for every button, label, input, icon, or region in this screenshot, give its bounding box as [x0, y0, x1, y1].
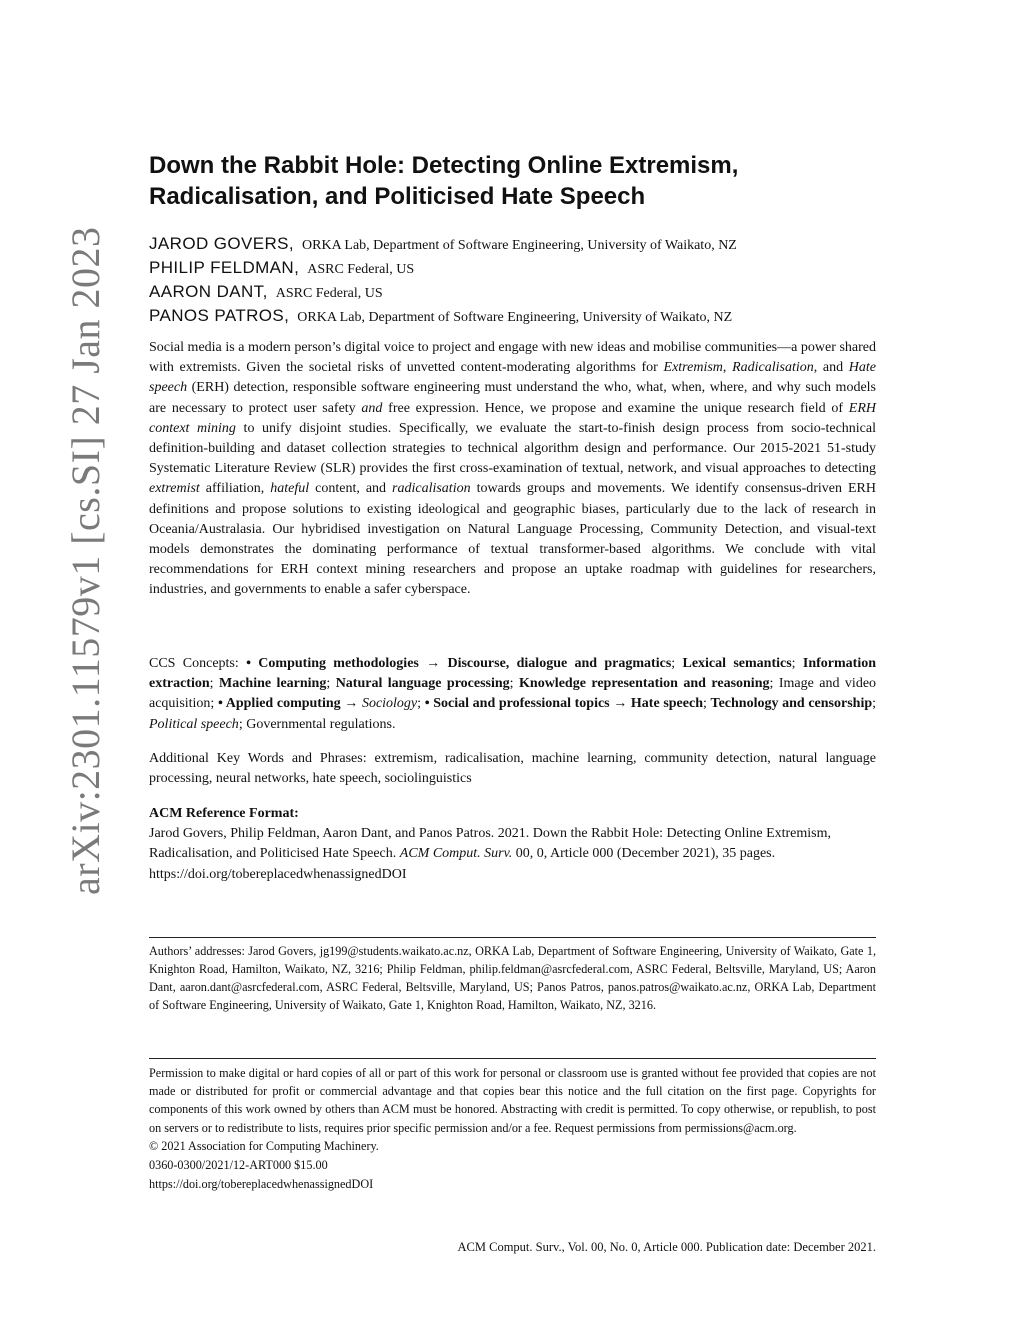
ccs-term: • Computing methodologies → Discourse, dialogue and pragmatics: [246, 656, 672, 671]
footnote-divider: [149, 937, 876, 938]
abstract-emphasis: ERH context mining: [149, 400, 876, 436]
abstract-emphasis: radicalisation: [392, 481, 471, 497]
ccs-term: • Applied computing →: [217, 696, 359, 712]
ccs-sep: ;: [417, 696, 425, 712]
permission-notice: [149, 1064, 876, 1194]
ccs-term: Knowledge representation and reasoning: [519, 676, 770, 692]
abstract-emphasis: Radicalisation: [732, 360, 814, 376]
author-entry: [149, 304, 876, 328]
abstract-text: content, and: [309, 481, 393, 497]
author-entry: [149, 232, 876, 256]
title-line-1: Down the Rabbit Hole: Detecting Online Extremism,: [149, 152, 739, 179]
abstract-emphasis: Extremism: [663, 360, 723, 376]
arxiv-identifier: arXiv:2301.11579v1 [cs.SI] 27 Jan 2023: [63, 226, 108, 895]
abstract-text: (ERH) detection, responsible software engineering must understand the who, what, when, where, and why such models are necessary to protect user safety: [149, 380, 876, 416]
keywords: Additional Key Words and Phrases: extremism, radicalisation, machine learning, community detection, natural language processing, neural networks, hate speech, sociolinguistics: [149, 751, 876, 787]
ccs-sep: ; Governmental regulations.: [238, 716, 396, 732]
acm-reference-heading: ACM Reference Format:: [149, 806, 299, 821]
acm-reference: [149, 804, 876, 885]
citation-text: Jarod Govers, Philip Feldman, Aaron Dant, and Panos Patros. 2021. Down the Rabbit Hole: Detecting Online Extremism, Radicalisation, and Politicised Hate Speech.: [149, 826, 832, 862]
page-footer: ACM Comput. Surv., Vol. 00, No. 0, Article 000. Publication date: December 2021.: [457, 1240, 876, 1254]
ccs-term: Information extraction: [149, 656, 877, 692]
abstract-text: affiliation,: [199, 481, 271, 497]
abstract-text: free expression. Hence, we propose and examine the unique research field of: [382, 400, 849, 416]
abstract-text: , and: [813, 360, 849, 376]
ccs-concepts: [149, 654, 876, 735]
permission-text: Permission to make digital or hard copies of all or part of this work for personal or classroom use is granted without fee provided that copies are not made or distributed for profit or commercial advantage and that copies bear this notice and the full citation on the first page. Copyrights for components of this work owned by others than ACM must be honored. Abstracting with credit is permitted. To copy otherwise, or republish, to post on servers or to redistribute to lists, requires prior specific permission and/or a fee. Request permissions from permissions@acm.org.: [149, 1066, 876, 1135]
abstract-text: towards groups and movements. We identify consensus-driven ERH definitions and propose solutions to existing ideological and geographic biases, particularly due to the lack of research in Oceania/Australasia. Our hybridised investigation on Natural Language Processing, Community Detection, and visual-text models demonstrates the dominating performance of textual transformer-based algorithms. We conclude with vital recommendations for ERH context mining researchers and propose an uptake roadmap with guidelines for researchers, industries, and governments to enable a safer cyberspace.: [149, 481, 876, 598]
author-list: [149, 232, 876, 328]
ccs-sep: ; Image and video acquisition;: [149, 676, 877, 712]
author-name: JAROD GOVERS,: [149, 234, 295, 253]
ccs-sep: ;: [872, 696, 877, 712]
ccs-term: Technology and censorship: [710, 696, 873, 712]
permission-divider: [149, 1058, 876, 1059]
author-affiliation: ASRC Federal, US: [275, 286, 383, 301]
abstract-emphasis: hateful: [270, 481, 310, 497]
title-line-2: Radicalisation, and Politicised Hate Speech: [149, 183, 646, 210]
ccs-term-italic: Political speech: [149, 716, 239, 732]
abstract-text: Social media is a modern person’s digital voice to project and engage with new ideas and mobilise communities—a power shared with extremists. Given the societal risks of unvetted content-moderating algorithms for: [149, 340, 876, 376]
abstract: [149, 338, 876, 601]
author-entry: [149, 280, 876, 304]
copyright-line: © 2021 Association for Computing Machinery.: [149, 1138, 379, 1153]
issn-line: 0360-0300/2021/12-ART000 $15.00: [149, 1157, 328, 1172]
abstract-emphasis: extremist: [149, 481, 200, 497]
abstract-text: ,: [722, 360, 733, 376]
author-name: PHILIP FELDMAN,: [149, 258, 300, 277]
ccs-term-italic: Sociology: [361, 696, 418, 712]
acm-reference-citation: [149, 824, 876, 885]
ccs-term: • Social and professional topics → Hate speech: [424, 696, 703, 712]
ccs-sep: ;: [326, 676, 336, 692]
ccs-term: Natural language processing: [335, 676, 510, 692]
author-addresses: Authors’ addresses: Jarod Govers, jg199@students.waikato.ac.nz, ORKA Lab, Department of Software Engineering, University of Waikato, Gate 1, Knighton Road, Hamilton, Waikato, NZ, 3216; Philip Feldman, philip.feldman@asrcfederal.com, ASRC Federal, Beltsville, Maryland, US; Aaron Dant, aaron.dant@asrcfederal.com, ASRC Federal, Beltsville, Maryland, US; Panos Patros, panos.patros@waikato.ac.nz, ORKA Lab, Department of Software Engineering, University of Waikato, Gate 1, Knighton Road, Hamilton, Waikato, NZ, 3216.: [149, 944, 876, 1012]
ccs-term: Lexical semantics: [682, 656, 792, 671]
citation-text: 00, 0, Article 000 (December 2021), 35 pages. https://doi.org/tobereplacedwhenassignedDOI: [149, 846, 776, 882]
ccs-sep: ;: [671, 656, 683, 671]
ccs-term: Machine learning: [219, 676, 327, 692]
author-affiliation: ORKA Lab, Department of Software Engineering, University of Waikato, NZ: [302, 238, 737, 253]
abstract-emphasis: and: [361, 400, 383, 416]
author-name: AARON DANT,: [149, 282, 268, 301]
citation-journal: ACM Comput. Surv.: [399, 846, 513, 862]
author-name: PANOS PATROS,: [149, 306, 290, 325]
abstract-emphasis: Hate speech: [149, 360, 877, 396]
ccs-sep: ;: [702, 696, 711, 712]
ccs-sep: ;: [209, 676, 219, 692]
paper-title: [149, 150, 876, 212]
doi-link[interactable]: https://doi.org/tobereplacedwhenassignedDOI: [149, 1176, 374, 1191]
author-affiliation: ASRC Federal, US: [307, 262, 415, 277]
abstract-text: to unify disjoint studies. Specifically, we evaluate the start-to-finish design process from socio-technical definition-building and dataset collection strategies to technical algorithm design and performance. Our 2015-2021 51-study Systematic Literature Review (SLR) provides the first cross-examination of textual, network, and visual approaches to detecting: [149, 420, 876, 477]
author-affiliation: ORKA Lab, Department of Software Engineering, University of Waikato, NZ: [297, 310, 733, 325]
ccs-label: CCS Concepts:: [149, 656, 247, 671]
author-entry: [149, 256, 876, 280]
ccs-sep: ;: [791, 656, 803, 671]
ccs-sep: ;: [509, 676, 520, 692]
